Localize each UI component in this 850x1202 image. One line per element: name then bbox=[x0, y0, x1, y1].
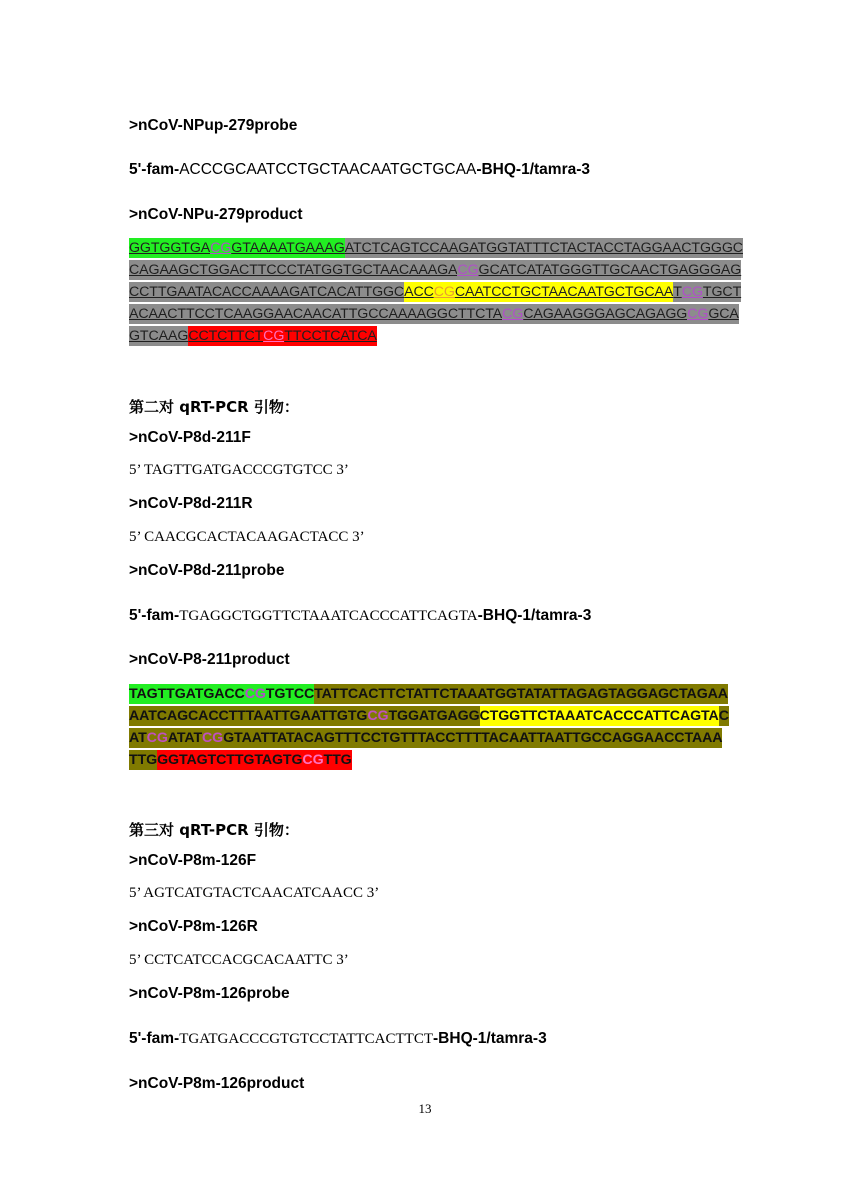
sequence-segment: C bbox=[718, 708, 729, 724]
sequence-line bbox=[129, 259, 742, 281]
sequence-segment: GGTAGTCTTGTAGTG bbox=[157, 752, 303, 768]
sequence-segment: CG bbox=[146, 730, 168, 746]
sequence-line bbox=[129, 325, 729, 347]
sequence-segment: CG bbox=[244, 686, 266, 702]
probe-suffix: -BHQ-1/tamra-3 bbox=[477, 607, 592, 624]
sequence-segment: CAGAAGGGAGCAGAGG bbox=[523, 306, 688, 322]
section3-probe-sequence bbox=[129, 1030, 547, 1048]
probe-heading-np: >nCoV-NPup-279probe bbox=[129, 117, 298, 134]
sequence-segment: TTG bbox=[323, 752, 352, 768]
sequence-segment: CCTTGAATACACCAAAAGATCACATTGGC bbox=[129, 284, 405, 300]
product-sequence-np bbox=[129, 237, 743, 347]
sequence-segment: CCTCTTCT bbox=[188, 328, 264, 344]
sequence-segment: CAATCCTGCTAACAATGCTGCAA bbox=[454, 284, 674, 300]
sequence-segment: ACAACTTCCTCAAGGAACAACATTGCCAAAAGGCTTCTA bbox=[129, 306, 503, 322]
sequence-segment: TTCCTCATCA bbox=[284, 328, 377, 344]
sequence-segment: CAGAAGCTGGACTTCCCTATGGTGCTAACAAAGA bbox=[129, 262, 458, 278]
section3-heading: 第三对 qRT-PCR 引物： bbox=[129, 821, 299, 839]
probe-suffix: -BHQ-1/tamra-3 bbox=[433, 1030, 547, 1047]
section2-product-label: >nCoV-P8-211product bbox=[129, 651, 290, 668]
probe-seq: TGATGACCCGTGTCCTATTCACTTCT bbox=[179, 1031, 434, 1047]
sequence-segment: TGGATGAGG bbox=[388, 708, 480, 724]
probe-prefix: 5'-fam- bbox=[129, 607, 180, 624]
sequence-segment: T bbox=[673, 284, 682, 300]
sequence-segment: CG bbox=[433, 284, 455, 300]
sequence-segment: AATCAGCACCTTTAATTGAATTGTG bbox=[129, 708, 368, 724]
sequence-segment: CG bbox=[502, 306, 524, 322]
section2-forward-seq: 5’ TAGTTGATGACCCGTGTCC 3’ bbox=[129, 462, 349, 478]
sequence-line bbox=[129, 727, 729, 749]
sequence-segment: CG bbox=[302, 752, 324, 768]
sequence-line bbox=[129, 683, 729, 705]
sequence-segment: CG bbox=[681, 284, 703, 300]
section3-product-label: >nCoV-P8m-126product bbox=[129, 1075, 305, 1092]
sequence-segment: CG bbox=[367, 708, 389, 724]
sequence-segment: GCA bbox=[708, 306, 739, 322]
sequence-segment: GTAAAATGAAAG bbox=[231, 240, 345, 256]
sequence-line bbox=[129, 303, 739, 325]
probe-suffix: -BHQ-1/tamra-3 bbox=[476, 161, 591, 178]
probe-seq: TGAGGCTGGTTCTAAATCACCCATTCAGTA bbox=[179, 608, 478, 624]
sequence-line bbox=[129, 705, 729, 727]
sequence-segment: GCATCATATGGGTTGCAACTGAGGGAG bbox=[478, 262, 742, 278]
section3-reverse-label: >nCoV-P8m-126R bbox=[129, 918, 258, 935]
sequence-segment: CG bbox=[263, 328, 285, 344]
probe-seq: ACCCGCAATCCTGCTAACAATGCTGCAA bbox=[179, 161, 477, 178]
sequence-segment: CTGGTTCTAAATCACCCATTCAGTA bbox=[479, 708, 719, 724]
sequence-line bbox=[129, 237, 743, 259]
section3-forward-label: >nCoV-P8m-126F bbox=[129, 852, 257, 869]
sequence-line bbox=[129, 749, 729, 771]
section3-forward-seq: 5’ AGTCATGTACTCAACATCAACC 3’ bbox=[129, 885, 380, 901]
sequence-segment: ACC bbox=[404, 284, 434, 300]
section3-probe-label: >nCoV-P8m-126probe bbox=[129, 985, 290, 1002]
sequence-segment: ATAT bbox=[167, 730, 203, 746]
product-heading-np: >nCoV-NPu-279product bbox=[129, 206, 303, 223]
probe-sequence-np bbox=[129, 161, 590, 179]
page-number: 13 bbox=[418, 1101, 432, 1116]
sequence-segment: TGCT bbox=[702, 284, 742, 300]
sequence-segment: CG bbox=[202, 730, 224, 746]
probe-prefix: 5'-fam- bbox=[129, 1030, 180, 1047]
sequence-segment: CG bbox=[457, 262, 479, 278]
product-sequence-p8d bbox=[129, 683, 729, 771]
sequence-segment: CG bbox=[687, 306, 709, 322]
probe-prefix: 5'-fam- bbox=[129, 161, 180, 178]
sequence-line bbox=[129, 281, 742, 303]
sequence-segment: TTG bbox=[129, 752, 158, 768]
section2-heading: 第二对 qRT-PCR 引物： bbox=[129, 398, 299, 416]
sequence-segment: TATTCACTTCTATTCTAAATGGTATATTAGAGTAGGAGCTAGAA bbox=[314, 686, 728, 702]
sequence-segment: AT bbox=[129, 730, 147, 746]
sequence-segment: TAGTTGATGACC bbox=[129, 686, 245, 702]
sequence-segment: GTAATTATACAGTTTCCTGTTTACCTTTTACAATTAATTGCCAGGAACCTAAA bbox=[223, 730, 723, 746]
section2-probe-sequence bbox=[129, 607, 591, 625]
section2-reverse-label: >nCoV-P8d-211R bbox=[129, 495, 253, 512]
sequence-segment: CG bbox=[210, 240, 232, 256]
section2-forward-label: >nCoV-P8d-211F bbox=[129, 429, 251, 446]
section2-probe-label: >nCoV-P8d-211probe bbox=[129, 562, 285, 579]
section3-reverse-seq: 5’ CCTCATCCACGCACAATTC 3’ bbox=[129, 952, 349, 968]
sequence-segment: GGTGGTGA bbox=[129, 240, 211, 256]
sequence-segment: TGTCC bbox=[265, 686, 315, 702]
section2-reverse-seq: 5’ CAACGCACTACAAGACTACC 3’ bbox=[129, 529, 365, 545]
sequence-segment: GTCAAG bbox=[129, 328, 189, 344]
sequence-segment: ATCTCAGTCCAAGATGGTATTTCTACTACCTAGGAACTGGGC bbox=[344, 240, 743, 256]
